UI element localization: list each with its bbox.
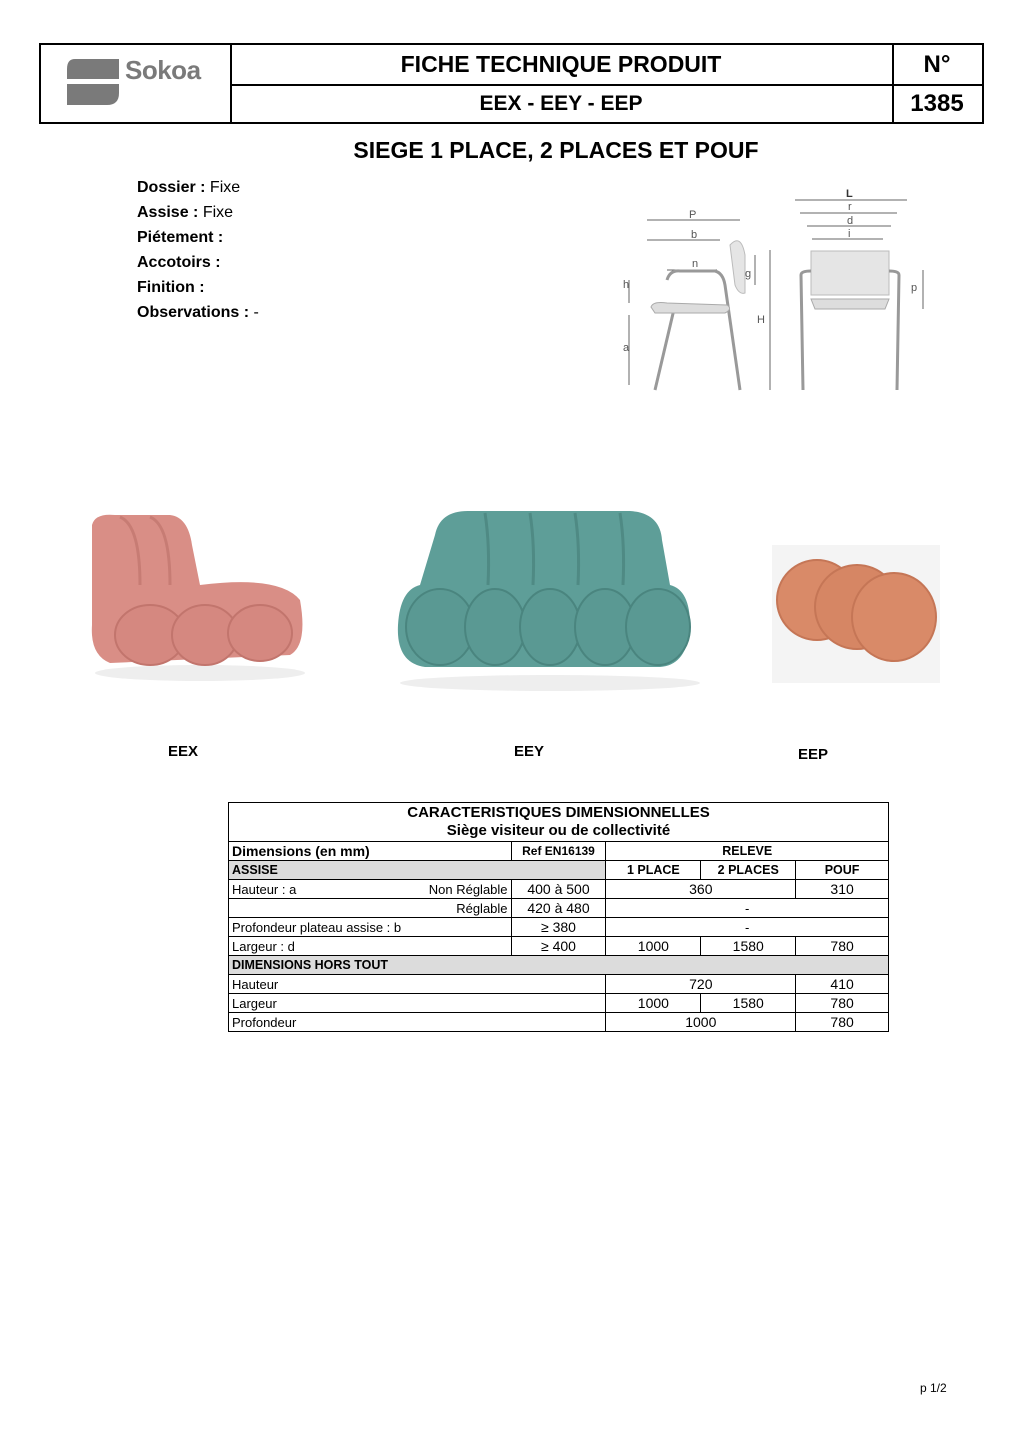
- col-2places: 2 PLACES: [701, 861, 796, 880]
- section-assise: ASSISE: [229, 861, 606, 880]
- diagram-label-p: p: [911, 282, 918, 294]
- row-hauteur-cell: Hauteur : a Non Réglable: [229, 880, 512, 899]
- table-header-row: [229, 842, 889, 861]
- title-cell: [230, 45, 894, 122]
- product-label-eey: EEY: [514, 743, 545, 760]
- diagram-label-P: P: [689, 209, 697, 221]
- product-image-eex: [80, 505, 315, 685]
- table-row: Profondeur 1000 780: [229, 1013, 889, 1032]
- brand-name: Sokoa: [125, 55, 201, 85]
- table-row: Hauteur : a Non Réglable 400 à 500 360 310: [229, 880, 889, 899]
- number-value: 1385: [910, 90, 964, 117]
- col-1place: 1 PLACE: [606, 861, 701, 880]
- diagram-label-r: r: [848, 201, 852, 213]
- section-hors-tout: DIMENSIONS HORS TOUT: [229, 956, 889, 975]
- table-caption-row: [229, 803, 889, 842]
- dimension-diagram: [615, 185, 935, 395]
- diagram-label-d: d: [847, 215, 854, 227]
- product-image-eey: [390, 505, 710, 695]
- spec-dossier: Dossier : Fixe: [137, 179, 241, 196]
- header-box: [39, 43, 984, 124]
- number-label: N°: [892, 45, 982, 86]
- diagram-label-g: g: [745, 268, 752, 280]
- table-row: Réglable 420 à 480 -: [229, 899, 889, 918]
- spec-pietement: Piétement :: [137, 229, 224, 246]
- section-assise-row: [229, 861, 889, 880]
- col-dimensions: Dimensions (en mm): [229, 842, 512, 861]
- diagram-label-n: n: [692, 258, 699, 270]
- table-row: Hauteur 720 410: [229, 975, 889, 994]
- doc-title: FICHE TECHNIQUE PRODUIT: [230, 45, 892, 86]
- product-image-eep: [772, 545, 940, 683]
- diagram-label-L: L: [846, 188, 853, 200]
- page-subtitle: SIEGE 1 PLACE, 2 PLACES ET POUF: [353, 137, 759, 163]
- spec-observations: Observations : -: [137, 304, 259, 321]
- spec-assise: Assise : Fixe: [137, 204, 234, 221]
- table-row: Largeur : d ≥ 400 1000 1580 780: [229, 937, 889, 956]
- diagram-label-h: h: [623, 279, 630, 291]
- diagram-label-i: i: [848, 228, 851, 240]
- diagram-label-a: a: [623, 342, 630, 354]
- logo-cell: [41, 45, 232, 122]
- product-label-eex: EEX: [168, 743, 199, 760]
- section-hors-tout-row: [229, 956, 889, 975]
- table-caption: [229, 803, 889, 842]
- spec-accotoirs: Accotoirs :: [137, 254, 221, 271]
- number-cell: [892, 45, 982, 122]
- col-pouf: POUF: [796, 861, 889, 880]
- table-row: Largeur 1000 1580 780: [229, 994, 889, 1013]
- table-subtitle: Siège visiteur ou de collectivité: [446, 822, 671, 839]
- product-codes: EEX - EEY - EEP: [479, 92, 643, 115]
- diagram-label-H: H: [757, 314, 765, 326]
- spec-finition: Finition :: [137, 279, 205, 296]
- page-number: p 1/2: [920, 1381, 947, 1395]
- sokoa-logo-icon: [65, 57, 121, 109]
- diagram-label-b: b: [691, 229, 698, 241]
- col-ref: Ref EN16139: [511, 842, 606, 861]
- table-row: Profondeur plateau assise : b ≥ 380 -: [229, 918, 889, 937]
- product-label-eep: EEP: [798, 746, 829, 763]
- dimensions-table: [228, 802, 889, 1032]
- col-releve: RELEVE: [606, 842, 889, 861]
- table-title: CARACTERISTIQUES DIMENSIONNELLES: [407, 804, 710, 821]
